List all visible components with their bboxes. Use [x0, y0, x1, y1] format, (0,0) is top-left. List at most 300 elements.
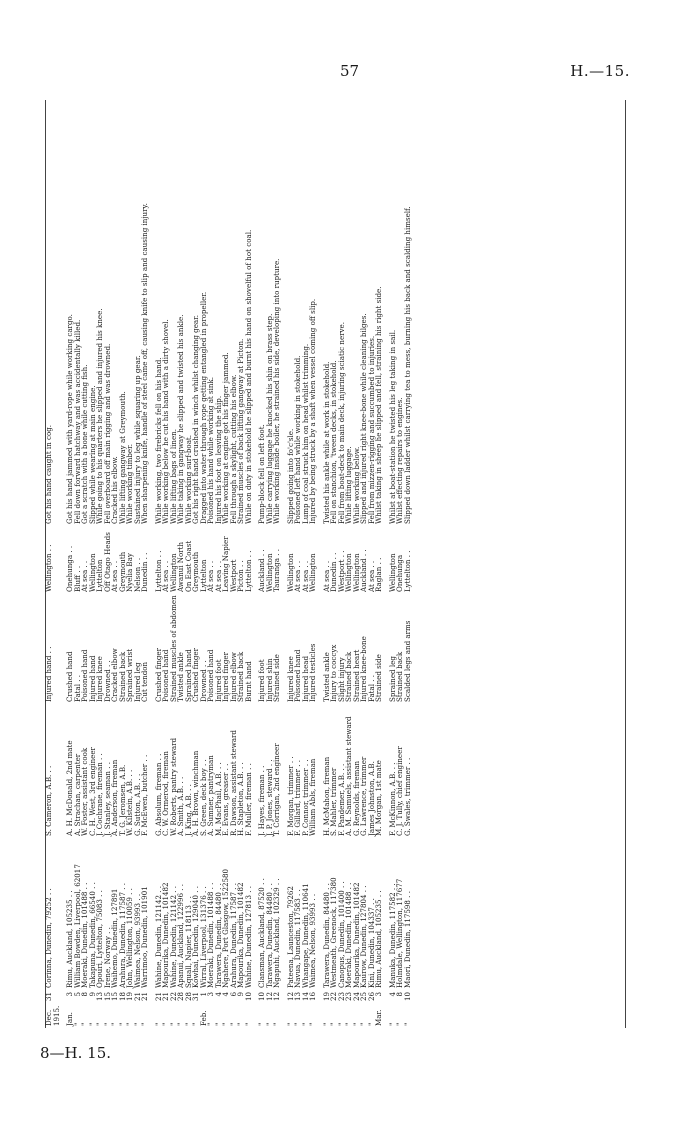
date-month: " [243, 1022, 253, 1026]
person-cell: F. McEwen, butcher . . [140, 754, 149, 836]
person-cell: William Abls, fireman [308, 758, 317, 836]
ship-cell: Ngahere, Port Glasgow, 1522580 [221, 868, 230, 988]
injury-cell: Injured foot [257, 659, 266, 702]
person-cell: E. Evans, greaser . . [221, 763, 230, 836]
place-cell: Awanui North [176, 541, 185, 592]
injury-cell: Drowned . . [102, 660, 112, 702]
place-cell: Wellington [87, 553, 97, 592]
injury-cell: Crushed hand [65, 651, 74, 702]
person-cell: T. Corrigan, 2nd engineer [272, 743, 281, 836]
ship-cell: Wirral, Liverpool, 131376 . . [198, 886, 208, 988]
injury-cell: Crushed finger [153, 647, 163, 702]
date-day: 21 [161, 992, 170, 1002]
date-month: " [293, 1022, 302, 1026]
injury-cell: Injured finger [221, 652, 230, 702]
date-day: 8 [80, 992, 89, 997]
place-cell: Wellington [308, 553, 317, 592]
date-month: " [125, 1022, 134, 1026]
ship-cell: Kowhai, Dunedin, 129040 . . [191, 885, 200, 988]
ship-cell: Rimu, Auckland, 105235 . . [65, 890, 74, 988]
date-day: 9 [87, 992, 97, 997]
person-cell: F. Morgan, trimmer . . [285, 756, 295, 836]
ship-cell: Warrimoo, Dunedin, 101901 [140, 886, 149, 988]
date-month: " [72, 1022, 82, 1026]
cause-cell: Slipped down ladder whilst carrying tea to mess, burning his back and scalding himself. [402, 206, 412, 524]
place-cell: Lyttelton . . [402, 550, 412, 592]
person-cell: M. MacPhail, A.B. . . [213, 762, 223, 836]
date-month: " [285, 1022, 295, 1026]
injury-cell: Strained heart [351, 649, 361, 702]
person-cell: S. Mahler, trimmer [329, 767, 338, 836]
page-header [330, 62, 630, 84]
date-day: 22 [329, 992, 338, 1002]
date-day: 5 [72, 992, 82, 997]
injury-cell: Strained muscles of abdomen [168, 595, 178, 702]
table-row [287, 92, 295, 1028]
ship-cell: Mapourika, Dunedin, 101482 [351, 882, 361, 988]
date-day: 10 [243, 992, 253, 1002]
place-cell: Raglan . . [374, 557, 383, 592]
date-day: 19 [125, 992, 134, 1002]
date-month: " [300, 1022, 310, 1026]
person-cell: A. Anderson, fireman [110, 759, 119, 836]
person-cell: F. Gillard, trimmer . . [293, 759, 302, 836]
date-month: " [221, 1022, 230, 1026]
place-cell: At sea . . [80, 560, 89, 592]
injury-cell: Sprained leg [387, 656, 397, 702]
injury-cell: Fatal . . [72, 674, 82, 702]
ship-cell: Takapuna, Dunedin, 66540 . . [87, 882, 97, 988]
place-cell: Wellington [387, 553, 397, 592]
ship-cell: Wahine, Dunedin, 121142 . . [168, 885, 178, 988]
cause-cell: Slipped and injured right knee-bone while cleaning bilges. [359, 313, 368, 524]
date-day: 13 [95, 992, 104, 1002]
injury-cell: Strained side [374, 654, 383, 702]
page-number: 57 [340, 62, 360, 80]
person-cell: M. Morgan, 1st mate [374, 760, 383, 836]
date-month: " [336, 1022, 346, 1026]
ship-cell: Pateena, Launceston, 79262 [285, 886, 295, 988]
date-day: 3 [65, 992, 74, 997]
ship-cell: Moeraki, Dunedin, 101488 . . [80, 882, 89, 988]
cause-cell: Dragged into water through rope getting entangled in propeller. [198, 291, 208, 524]
date-month: 1915. [51, 1005, 61, 1026]
injury-cell: Injured knee [285, 656, 295, 702]
date-day: 23 [344, 992, 353, 1002]
place-cell: At sea . . [300, 560, 310, 592]
person-cell: G. Swales, trimmer . . [402, 757, 412, 836]
place-cell: Onehunga [395, 554, 404, 592]
person-cell: J. Cochrane, fireman . . [95, 753, 104, 836]
date-month: " [402, 1022, 412, 1026]
cause-cell: Slipped going into fo'c'sle. [285, 428, 295, 524]
place-cell: Nyelia Bay [125, 553, 134, 592]
ship-cell: Arahura, Dunedin, 117587 . . [228, 882, 238, 988]
cause-cell: While carrying luggage he knocked his shin on brass step. [264, 313, 274, 524]
date-month: " [95, 1022, 104, 1026]
person-cell: H. McMahon, fireman [321, 756, 331, 836]
cause-cell: While working at engine got his finger jammed. [221, 352, 230, 524]
date-day: 14 [300, 992, 310, 1002]
person-cell: A. Smith, A.B. . . [176, 776, 185, 836]
injury-cell: Injured testicles [308, 643, 317, 702]
person-cell: S. Cameron, A.B. . . [44, 765, 53, 836]
place-cell: Leaving Napier [221, 536, 230, 592]
person-cell [53, 704, 61, 838]
date-day: 26 [366, 992, 376, 1002]
date-month: " [366, 1022, 376, 1026]
cause-cell: While on duty in stokehold he slipped and burnt his hand on shovelful of hot coal. [243, 229, 253, 524]
date-day: 31 [191, 992, 200, 1002]
place-cell: Lyttelton [198, 559, 208, 592]
date-day: 4 [221, 992, 230, 997]
place-cell [53, 526, 61, 594]
ship-cell [53, 838, 61, 990]
ship-cell: Rimu, Auckland, 105235 . . [374, 890, 383, 988]
date-day: 9 [236, 992, 245, 997]
casualty-table [45, 92, 411, 1028]
place-cell: Wellington [168, 553, 178, 592]
person-cell: James Johnston, A.B. [366, 761, 376, 836]
date-day: 1 [198, 992, 208, 997]
cause-cell: Whilst at boat-station he twisted his leg taking in sail. [387, 329, 397, 524]
place-cell: Bluff . . [72, 565, 82, 592]
cause-cell: Fell from mizzen-rigging and succumbed to injuries. [366, 335, 376, 524]
table-rule-right [625, 100, 626, 1028]
cause-cell: Lump of coal struck him on head whilst trimming. [300, 343, 310, 524]
place-cell: Picton . . [236, 560, 245, 592]
date-day: 28 [176, 992, 185, 1002]
injury-cell: Strained back [117, 651, 127, 702]
date-day: 16 [308, 992, 317, 1002]
ship-cell: Mapourika, Dunedin, 101482 [236, 882, 245, 988]
place-cell: At sea . . [110, 560, 119, 592]
ship-cell: Navua, Dunedin, 117583 . . [293, 889, 302, 988]
person-cell: J. Hayes, fireman . . [257, 765, 266, 836]
date-day: 15 [110, 992, 119, 1002]
ship-cell: Corinna, Dunedin, 79252 . . [44, 888, 53, 988]
ship-cell: Manuka, Dunedin, 117582 . . [387, 883, 397, 988]
date-month: " [176, 1022, 185, 1026]
table-row [360, 92, 368, 1028]
ship-cell: Kini, Dunedin, 104337 . . [366, 898, 376, 988]
place-cell: Nelson . . [132, 557, 142, 592]
person-cell: P. Connor, trimmer . . [300, 759, 310, 836]
injury-cell: Injured leg [132, 662, 142, 702]
injury-cell [53, 594, 61, 704]
place-cell: Wellington [285, 553, 295, 592]
date-day: 12 [272, 992, 281, 1002]
cause-cell: While working inside boiler, he strained his side, developing into rupture. [272, 258, 281, 524]
date-day: 21 [132, 992, 142, 1002]
date-month: " [117, 1022, 127, 1026]
date-day: 15 [102, 992, 112, 1002]
date-month: " [308, 1022, 317, 1026]
date-day: 28 [183, 992, 193, 1002]
date-month: " [351, 1022, 361, 1026]
ship-cell: Moeraki, Dunedin, 101488 . . [344, 882, 353, 988]
ship-cell: Opouri, Lyttelton, 75083 . . [95, 890, 104, 988]
person-cell: W. Foster, assistant cook [80, 747, 89, 836]
injury-cell: Strained back [395, 651, 404, 702]
place-cell: On East Coast [183, 540, 193, 592]
place-cell: Lyttelton [95, 559, 104, 592]
ship-cell: Canopus, Dunedin, 101400 . . [336, 881, 346, 988]
table-row [245, 92, 253, 1028]
ship-cell: Clansman, Auckland, 87520 . . [257, 878, 266, 988]
date-day: 12 [264, 992, 274, 1002]
ship-cell: Tarawera, Dunedin, 84480 . . [321, 883, 331, 988]
date-day: 4 [387, 992, 397, 997]
person-cell: C. J. Tully, chief engineer [395, 746, 404, 836]
person-cell: T. G. Jeromsen, A.B. [117, 764, 127, 836]
place-cell: Wellington [344, 553, 353, 592]
injury-cell: Injured elbow [228, 652, 238, 702]
place-cell: Greymouth [117, 551, 127, 592]
place-cell: Westport [228, 559, 238, 592]
ship-cell: Wahine, Dunedin, 127813 . . [243, 885, 253, 988]
injury-cell: Slight injury [336, 657, 346, 702]
person-cell: S. Green, deck boy . . [198, 759, 208, 836]
place-cell: Auckland . . [359, 549, 368, 592]
date-month: " [206, 1022, 215, 1026]
date-day: 21 [140, 992, 149, 1002]
ship-cell: Apanui, Auckland, 122996 . . [176, 884, 185, 988]
table-row [375, 92, 383, 1028]
cause-cell: Cracked his elbow. [110, 456, 119, 524]
ship-cell: John, Wellington, 110059 . . [125, 888, 134, 988]
date-day: 23 [336, 992, 346, 1002]
cause-cell: Got his hand jammed with yard-rope while working cargo. [65, 314, 74, 524]
place-cell: At sea . . [213, 560, 223, 592]
person-cell: J. Stanley, seaman . . [102, 762, 112, 836]
place-cell: Tauranga . . [272, 549, 281, 592]
person-cell: G. Absolum, fireman . . [153, 753, 163, 836]
place-cell: Westport . . [336, 550, 346, 592]
cause-cell: Twisted his ankle while at work in stokehold. [321, 361, 331, 524]
date-day: 24 [351, 992, 361, 1002]
date-day: 19 [321, 992, 331, 1002]
date-month: " [321, 1022, 331, 1026]
ship-cell: Holmdale, Wellington, 117677 [395, 878, 404, 988]
date-month: " [140, 1022, 149, 1026]
date-day: 4 [213, 992, 223, 997]
date-day: 3 [374, 992, 383, 997]
ship-cell: Ngapuhi, Auckland, 102329 . . [272, 878, 281, 988]
cause-cell: While lifting luggage. [344, 446, 353, 524]
cause-cell: While going to his quarters he slipped and injured his knee. [95, 308, 104, 524]
ship-cell: Arahura, Dunedin, 117587 . . [117, 882, 127, 988]
ship-cell: Waimea, Nelson, 93993 . . [132, 893, 142, 988]
table-row [404, 92, 412, 1028]
cause-cell: While working below. [351, 446, 361, 524]
injury-cell: Strained back [344, 651, 353, 702]
place-cell: Off Otago Heads [102, 532, 112, 592]
date-day: 10 [402, 992, 412, 1002]
injury-cell: Injured head [300, 655, 310, 702]
date-day: 25 [359, 992, 368, 1002]
table-row [104, 92, 112, 1028]
person-cell: J. King, A.B. . . [183, 784, 193, 836]
cause-cell: Slipped while wearing at main engine. [87, 385, 97, 524]
cause-cell: Injured his foot on leaving the ship. [213, 395, 223, 524]
date-month: " [228, 1022, 238, 1026]
person-cell: W. Roberts, pantry steward [168, 737, 178, 836]
date-month: " [102, 1022, 112, 1026]
cause-cell: Sustained injury to leg while squaring up gear. [132, 355, 142, 524]
ship-cell: Wahine, Dunedin, 121142 . . [153, 885, 163, 988]
date-month: Jan. [65, 1012, 74, 1026]
ship-cell: Maori, Dunedin, 117598 . . [402, 891, 412, 988]
date-month: " [213, 1022, 223, 1026]
date-month: " [87, 1022, 97, 1026]
person-cell: A. H. McDonald, 2nd mate [65, 740, 74, 836]
injury-cell: Injury to coccyx [329, 644, 338, 702]
date-month: " [359, 1022, 368, 1026]
injury-cell: Injured hand [87, 655, 97, 702]
place-cell: Lyttelton . . [153, 550, 163, 592]
date-month: " [191, 1022, 200, 1026]
place-cell: Wellington [351, 553, 361, 592]
person-cell: C. W. Ormerod, fireman [161, 751, 170, 836]
place-cell: Lyttelton . . [243, 550, 253, 592]
cause-cell: Whilst effecting repairs to engines. [395, 397, 404, 524]
injury-cell: Twisted ankle [176, 652, 185, 702]
ship-cell: Moeraki, Dunedin, 101488 . . [206, 882, 215, 988]
date-month: " [344, 1022, 353, 1026]
date-month: Dec. [44, 1009, 53, 1026]
person-cell: W. Kilstein, A.B. . . [125, 769, 134, 836]
injury-cell: Injured knee [95, 656, 104, 702]
injury-cell: Crushed finger [191, 647, 200, 702]
injury-cell: Sprained hand [183, 649, 193, 702]
cause-cell: While working surf-boat. [183, 434, 193, 524]
date-month: Feb. [198, 1010, 208, 1026]
cause-cell: When sharpening knife, handle of steel came off, causing knife to slip and causing injury. [140, 203, 149, 524]
place-cell: At sea . . [293, 560, 302, 592]
injury-cell: Injured foot [213, 659, 223, 702]
injury-cell: Poisoned hand [161, 649, 170, 702]
date-month: " [257, 1022, 266, 1026]
date-day: 3 [206, 992, 215, 997]
ship-cell: Squall, Napier, 118113 . . [183, 896, 193, 988]
rotated-table-container [45, 100, 625, 1028]
cause-cell: Got his right hand crushed in winch whilst changing gear. [191, 314, 200, 524]
injury-cell: Twisted ankle [321, 652, 331, 702]
place-cell: At sea . . [161, 560, 170, 592]
person-cell: A. M. Samuels, assistant steward [344, 716, 353, 836]
date-month: " [387, 1022, 397, 1026]
date-day: 31 [44, 992, 53, 1002]
cause-cell: Poisoned his hand while working at sink. [206, 376, 215, 524]
date-month: " [272, 1022, 281, 1026]
ship-cell: Whangape, Dunedin, 110641 [300, 883, 310, 988]
injury-cell: Poisoned hand [80, 649, 89, 702]
injury-cell: Injured shin [264, 658, 274, 702]
person-cell: A. Strachan, carpenter [72, 753, 82, 836]
place-cell: Onehunga . . [65, 545, 74, 592]
date-day: 12 [285, 992, 295, 1002]
date-day: 13 [293, 992, 302, 1002]
date-day: 10 [257, 992, 266, 1002]
date-month: " [153, 1022, 163, 1026]
cause-cell: Got his hand caught in cog. [44, 424, 53, 524]
date-month: " [395, 1022, 404, 1026]
ship-cell: Tarawera, Dunedin, 84480 . . [213, 883, 223, 988]
date-day: 6 [228, 992, 238, 997]
casualty-table-region [45, 100, 625, 1028]
cause-cell: Fell overboard off main rigging and was drowned. [102, 343, 112, 524]
injury-cell: Sprained wrist [125, 648, 134, 702]
cause-cell [53, 92, 61, 526]
date-month: " [80, 1022, 89, 1026]
table-row [141, 92, 149, 1028]
person-cell: J. P. Jones, steward . . [264, 759, 274, 836]
date-month: " [183, 1022, 193, 1026]
person-cell: G. Sutton, A.B. . . [132, 773, 142, 836]
place-cell: Wellington [264, 553, 274, 592]
cause-cell: Whilst taking in sheep he slipped and fell, straining his right side. [374, 286, 383, 524]
ship-cell: Mapourika, Dunedin, 101482 [161, 882, 170, 988]
cause-cell: While working, two firebricks fell on his hand. [153, 357, 163, 524]
ship-cell: Tarawera, Dunedin, 84480 . . [264, 883, 274, 988]
ship-cell: Waimea, Nelson, 93993 . . [308, 893, 317, 988]
cause-cell: Fell down forward hatchway and was accidentally killed. [72, 319, 82, 524]
person-cell: A. Sumner, pantryman [206, 755, 215, 836]
person-cell: G. Lawrence, trimmer [359, 756, 368, 836]
person-cell: F. Pandemer, A.B. . . [336, 763, 346, 836]
place-cell: Greymouth [191, 551, 200, 592]
place-cell: Auckland . . [257, 549, 266, 592]
injury-cell: Poisoned hand [293, 649, 302, 702]
cause-cell: Poisoned left hand while working in stokehold. [293, 355, 302, 524]
table-row [45, 92, 53, 1028]
table-row [309, 92, 317, 1028]
date-month: " [168, 1022, 178, 1026]
person-cell: H. Stapleton, A.B. . . [236, 762, 245, 836]
footer-reference: 8—H. 15. [40, 1044, 112, 1062]
ship-cell: Westmeath, Greenock, 117380 [329, 877, 338, 988]
date-month: " [236, 1022, 245, 1026]
cause-cell: Got a scratch with a bone while cutting fish. [80, 364, 89, 524]
cause-cell: While taking in gangway he slipped and twisted his ankle. [176, 314, 185, 524]
injury-cell: Fatal . . [366, 674, 376, 702]
place-cell: At sea . . [321, 560, 331, 592]
person-cell: F. McKinnon, A.B. . . [387, 762, 397, 836]
date-day: 21 [153, 992, 163, 1002]
person-cell: F. Muller, fireman . . [243, 763, 253, 836]
person-cell: G. Reynolds, fireman [351, 760, 361, 836]
date-month: " [264, 1022, 274, 1026]
injury-cell: Cut tendon [140, 661, 149, 702]
injury-cell: Burnt hand [243, 661, 253, 702]
date-month: " [110, 1022, 119, 1026]
table-row [273, 92, 281, 1028]
injury-cell: Scalded legs and arms [402, 620, 412, 702]
injury-cell: Injured knee-bone [359, 636, 368, 702]
report-reference: H.—15. [570, 62, 630, 80]
place-cell: Wellington . . [44, 544, 53, 592]
cause-cell: Strained muscles of back lifting gangway at Picton. [236, 338, 245, 524]
ship-cell: Irene, Norway . . [102, 927, 112, 988]
person-cell: A. H. Brown, winchman [191, 750, 200, 836]
date-day [53, 990, 61, 1006]
date-day: 8 [395, 992, 404, 997]
place-cell: Dunedin . . [140, 552, 149, 592]
date-day: 22 [168, 992, 178, 1002]
injury-cell: Strained back [236, 651, 245, 702]
casualty-table-body [45, 92, 411, 1028]
